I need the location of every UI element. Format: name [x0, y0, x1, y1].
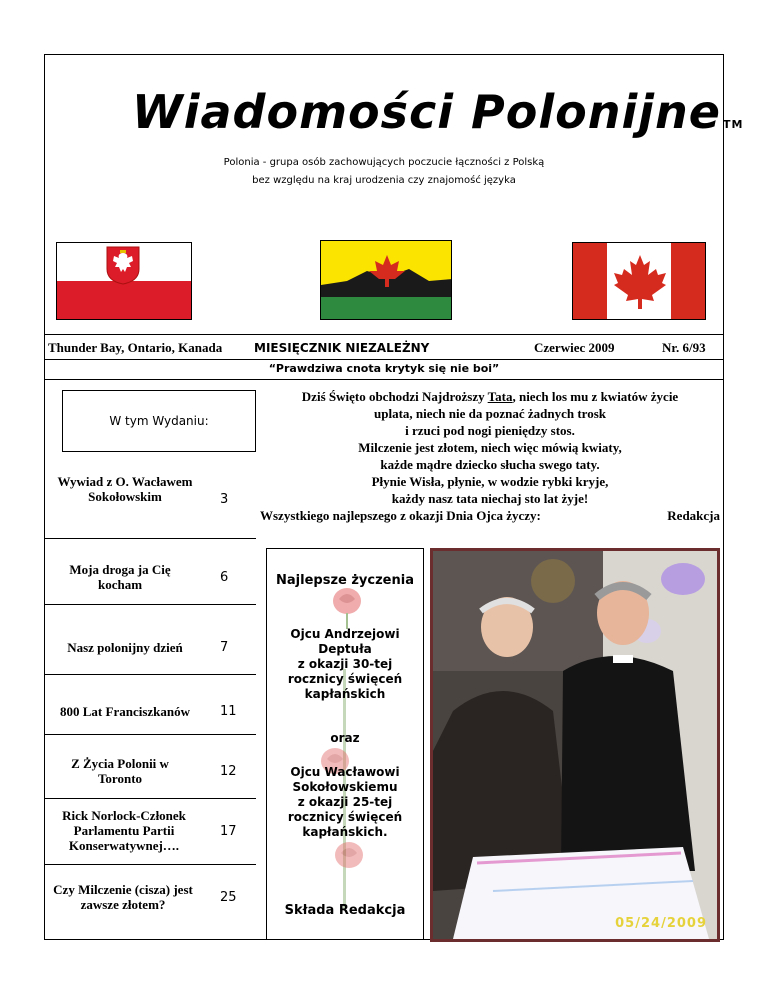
toc-item-page: 3	[220, 492, 229, 507]
photo-illustration	[433, 551, 717, 939]
definition-text: Polonia - grupa osób zachowujących poczucie łączności z Polską bez względu na kraj urodzenia czy znajomość języka	[223, 157, 545, 186]
toc-item-label: Czy Milczenie (cisza) jest zawsze złotem?	[53, 882, 193, 912]
wishes-paragraph-2: Ojcu Wacławowi Sokołowskiemu z okazji 25-tej rocznicy święceń kapłańskich.	[287, 765, 403, 839]
wishes-title: Najlepsze życzenia	[276, 573, 414, 588]
toc-item-page: 11	[220, 704, 237, 719]
eagle-emblem-icon	[105, 245, 141, 285]
fathers-day-greeting: Dziś Święto obchodzi Najdroższy Tata, niech los mu z kwiatów życie uplata, niech nie da poznać żadnych trosk i rzuci pod nogi pieniędzy stos. Milczenie jest złotem, niech więc mówią kwiaty, każde mądre dziecko słucha swego taty. Płynie Wisła, płynie, w wodzie rybki kryje, każdy nasz tata niechaj sto lat żyje! Wszystkiego najlepszego z okazji Dnia Ojca życzy: Redakcja	[260, 389, 720, 523]
toc-item-label: Rick Norlock-Członek Parlamentu Partii Konserwatywnej….	[62, 808, 186, 853]
toc-item-label: Moja droga ja Cię kocham	[69, 562, 171, 592]
wishes-conjunction: oraz	[330, 731, 360, 745]
canada-flag	[572, 242, 706, 320]
toc-item-label: Z Życia Polonii w Toronto	[71, 756, 169, 786]
flag-band-right	[671, 243, 705, 319]
toc-item-label: 800 Lat Franciszkanów	[60, 704, 190, 719]
thunder-bay-flag	[320, 240, 452, 320]
toc-separator	[44, 734, 256, 735]
toc-separator	[44, 798, 256, 799]
poland-flag	[56, 242, 192, 320]
toc-item-page: 7	[220, 640, 229, 655]
rose-icon	[327, 585, 367, 629]
greeting-signature: Redakcja	[667, 508, 720, 523]
toc-separator	[44, 538, 256, 539]
location-text: Thunder Bay, Ontario, Kanada	[48, 340, 223, 355]
thunder-bay-emblem-icon	[321, 241, 452, 320]
toc-item-page: 12	[220, 764, 237, 779]
toc-item-label: Wywiad z O. Wacławem Sokołowskim	[57, 474, 193, 504]
issue-number: Nr. 6/93	[662, 340, 706, 355]
publication-type: MIESIĘCZNIK NIEZALEŻNY	[254, 341, 430, 355]
motto: “Prawdziwa cnota krytyk się nie boi”	[268, 362, 500, 375]
flag-band-left	[573, 243, 607, 319]
toc-separator	[44, 864, 256, 865]
wishes-paragraph-1: Ojcu Andrzejowi Deptuła z okazji 30-tej rocznicy święceń kapłańskich	[287, 627, 403, 701]
info-bar	[44, 334, 724, 360]
toc-separator	[44, 604, 256, 605]
toc-header: W tym Wydaniu:	[62, 390, 256, 452]
toc-separator	[44, 674, 256, 675]
wishes-box	[266, 548, 424, 940]
toc-item-page: 6	[220, 570, 229, 585]
trademark: TM	[722, 118, 744, 131]
wishes-signature: Składa Redakcja	[284, 903, 406, 918]
toc-item-label: Nasz polonijny dzień	[67, 640, 183, 655]
toc-item-page: 17	[220, 824, 237, 839]
issue-date: Czerwiec 2009	[534, 340, 615, 355]
masthead	[44, 54, 744, 380]
toc-item-page: 25	[220, 890, 237, 905]
photo-date-stamp: 05/24/2009	[615, 916, 707, 931]
newsletter-title: Wiadomości Polonijne TM	[132, 85, 744, 139]
rose-icon	[329, 839, 369, 883]
maple-leaf-icon	[612, 253, 668, 309]
priests-photo	[430, 548, 720, 942]
